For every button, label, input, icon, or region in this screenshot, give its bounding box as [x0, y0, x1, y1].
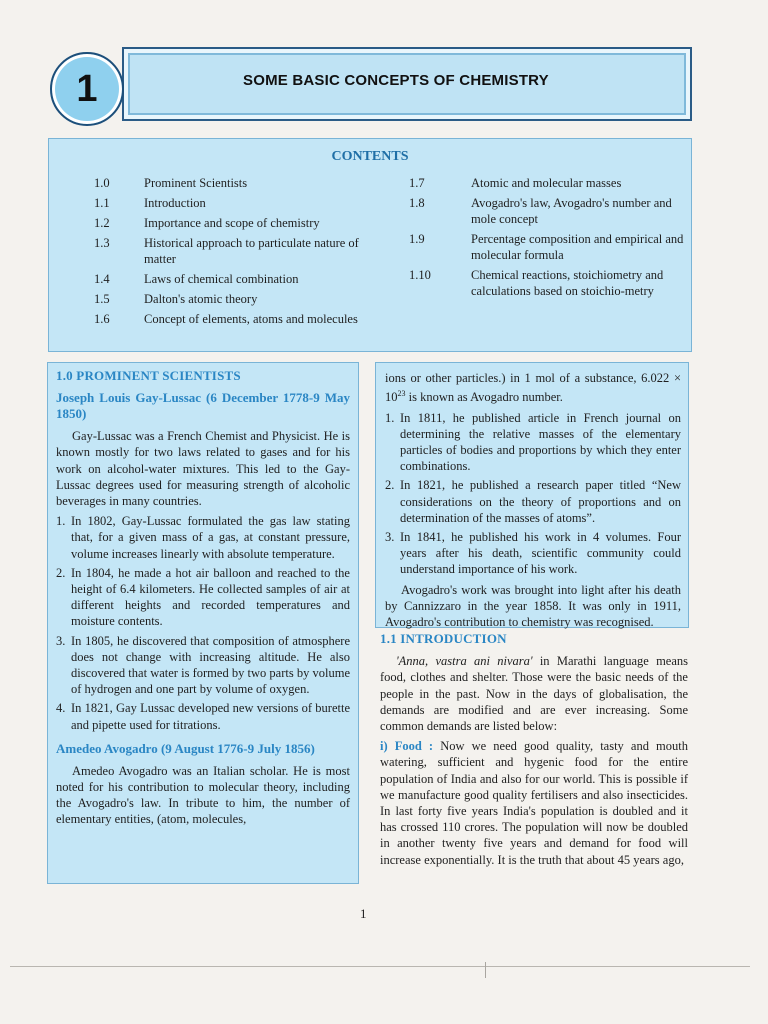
toc-number: 1.0	[94, 176, 110, 190]
right-column-lower	[380, 631, 688, 868]
list-number: 1.	[385, 410, 395, 425]
toc-number: 1.7	[409, 176, 425, 190]
list-number: 3.	[385, 529, 395, 544]
toc-item	[94, 235, 384, 267]
avogadro-list	[385, 410, 681, 578]
scientist-heading-gay-lussac: Joseph Louis Gay-Lussac (6 December 1778-9 May 1850)	[56, 390, 350, 422]
toc-number: 1.1	[94, 196, 110, 210]
toc-number: 1.8	[409, 196, 425, 210]
paragraph: Amedeo Avogadro was an Italian scholar. He is most noted for his contribution to molecular theory, including the Avogadro's law. In tribute to him, the number of elementary entities, (atom, molecules,	[56, 763, 350, 827]
marathi-phrase: 'Anna, vastra ani nivara'	[396, 654, 533, 669]
paragraph: Avogadro's work was brought into light after his death by Cannizzaro in the year 1858. It was only in 1911, Avogadro's contribution to chemistry was recognised.	[385, 582, 681, 629]
toc-label: Laws of chemical combination	[144, 272, 299, 286]
toc-label: Avogadro's law, Avogadro's number and mole concept	[471, 196, 672, 226]
text-fragment: is known as Avogadro number.	[405, 390, 563, 405]
toc-label: Introduction	[144, 196, 206, 210]
list-text: In 1821, Gay Lussac developed new versions of burette and pipette used for titrations.	[71, 701, 350, 732]
list-text: In 1811, he published article in French journal on determining the relative masses of the elementary particles of bodies and proportions by which they enter combinations.	[400, 410, 681, 474]
gay-lussac-list	[56, 513, 350, 733]
list-text: In 1841, he published his work in 4 volumes. Four years after his death, scientific community could understand importance of his work.	[400, 529, 681, 577]
toc-label: Concept of elements, atoms and molecules	[144, 312, 358, 326]
scientist-heading-avogadro: Amedeo Avogadro (9 August 1776-9 July 1856)	[56, 740, 315, 756]
toc-label: Importance and scope of chemistry	[144, 216, 320, 230]
contents-left-column	[94, 175, 384, 331]
list-number: 3.	[56, 633, 66, 648]
list-item	[385, 477, 681, 526]
food-label: i) Food :	[380, 739, 434, 754]
paragraph-continued	[385, 370, 681, 406]
text-fragment: Now we need good quality, tasty and mouth watering, sufficient and hygenic food for the entire population of India and also for our world. This is possible if we manufacture good quality fertilisers and also insecticides. In last forty five years India's population is doubled and it has crossed 110 crores. The population will now be doubled in another twenty five years and demand for food will increase exponentially. It is the truth that about 45 years ago,	[380, 739, 689, 867]
chapter-number: 1	[76, 67, 98, 110]
contents-box	[48, 138, 692, 352]
toc-number: 1.5	[94, 292, 110, 306]
exponent: 23	[397, 389, 406, 399]
list-item	[56, 700, 350, 732]
list-item	[56, 633, 350, 698]
list-text: In 1802, Gay-Lussac formulated the gas law stating that, for a given mass of a gas, at constant pressure, volume increases linearly with absolute temperature.	[71, 514, 350, 561]
list-item	[56, 565, 350, 630]
toc-item	[94, 271, 384, 287]
toc-item	[409, 267, 689, 299]
toc-number: 1.3	[94, 236, 110, 250]
toc-item	[409, 195, 689, 227]
list-item	[56, 513, 350, 562]
toc-item	[409, 231, 689, 263]
list-text: In 1805, he discovered that composition of atmosphere does not change with increasing altitude. He also discovered that water is formed by two parts by volume of hydrogen and one part by volume of oxygen.	[71, 633, 350, 697]
list-number: 4.	[56, 701, 66, 716]
page-number: 1	[360, 906, 367, 921]
chapter-number-badge	[50, 52, 124, 126]
toc-item	[94, 291, 384, 307]
toc-item	[409, 175, 689, 191]
section-heading: 1.1 INTRODUCTION	[380, 631, 507, 646]
toc-label: Historical approach to particulate nature of matter	[144, 236, 359, 266]
paragraph	[380, 653, 688, 734]
toc-label: Percentage composition and empirical and molecular formula	[471, 232, 684, 262]
text-fragment: ions or other particles.) in 1 mol of a substance, 6.022 × 10	[385, 371, 681, 405]
toc-label: Chemical reactions, stoichiometry and calculations based on stoichio-metry	[471, 268, 664, 298]
toc-number: 1.9	[409, 232, 425, 246]
toc-number: 1.4	[94, 272, 110, 286]
page-edge-tick	[485, 962, 486, 978]
page-edge-line	[10, 966, 750, 967]
text-fragment: in Marathi language means food, clothes and shelter. Those were the basic needs of the people in the past. Now in the days of globalisation, the demands are modified and are ever increasing. Some common demands are listed below:	[380, 654, 688, 734]
toc-label: Atomic and molecular masses	[471, 176, 622, 190]
toc-item	[94, 195, 384, 211]
contents-right-column	[409, 175, 689, 303]
toc-number: 1.6	[94, 312, 110, 326]
toc-label: Dalton's atomic theory	[144, 292, 258, 306]
chapter-title: SOME BASIC CONCEPTS OF CHEMISTRY	[243, 72, 549, 89]
toc-item	[94, 215, 384, 231]
toc-number: 1.10	[409, 268, 431, 282]
toc-number: 1.2	[94, 216, 110, 230]
list-number: 1.	[56, 514, 66, 529]
list-item	[385, 529, 681, 578]
section-heading: 1.0 PROMINENT SCIENTISTS	[56, 368, 241, 383]
contents-heading: CONTENTS	[331, 149, 409, 164]
list-number: 2.	[385, 478, 395, 493]
paragraph: Gay-Lussac was a French Chemist and Physicist. He is known mostly for two laws related to gases and for his work on alcohol-water mixtures. This led to the Gay-Lussac degrees used for measuring strength of alcoholic beverages in many countries.	[56, 429, 350, 509]
list-item	[385, 410, 681, 475]
toc-item	[94, 175, 384, 191]
list-text: In 1804, he made a hot air balloon and reached to the height of 6.4 kilometers. He collected samples of air at different heights and recorded temperatures and moisture contents.	[71, 565, 350, 629]
right-column-upper	[385, 370, 681, 630]
toc-item	[94, 311, 384, 327]
list-text: In 1821, he published a research paper titled “New considerations on the theory of proportions and on determination of the masses of atoms”.	[400, 478, 681, 525]
toc-label: Prominent Scientists	[144, 176, 248, 190]
list-number: 2.	[56, 565, 66, 580]
paragraph-food	[380, 738, 688, 868]
left-column	[56, 368, 350, 828]
